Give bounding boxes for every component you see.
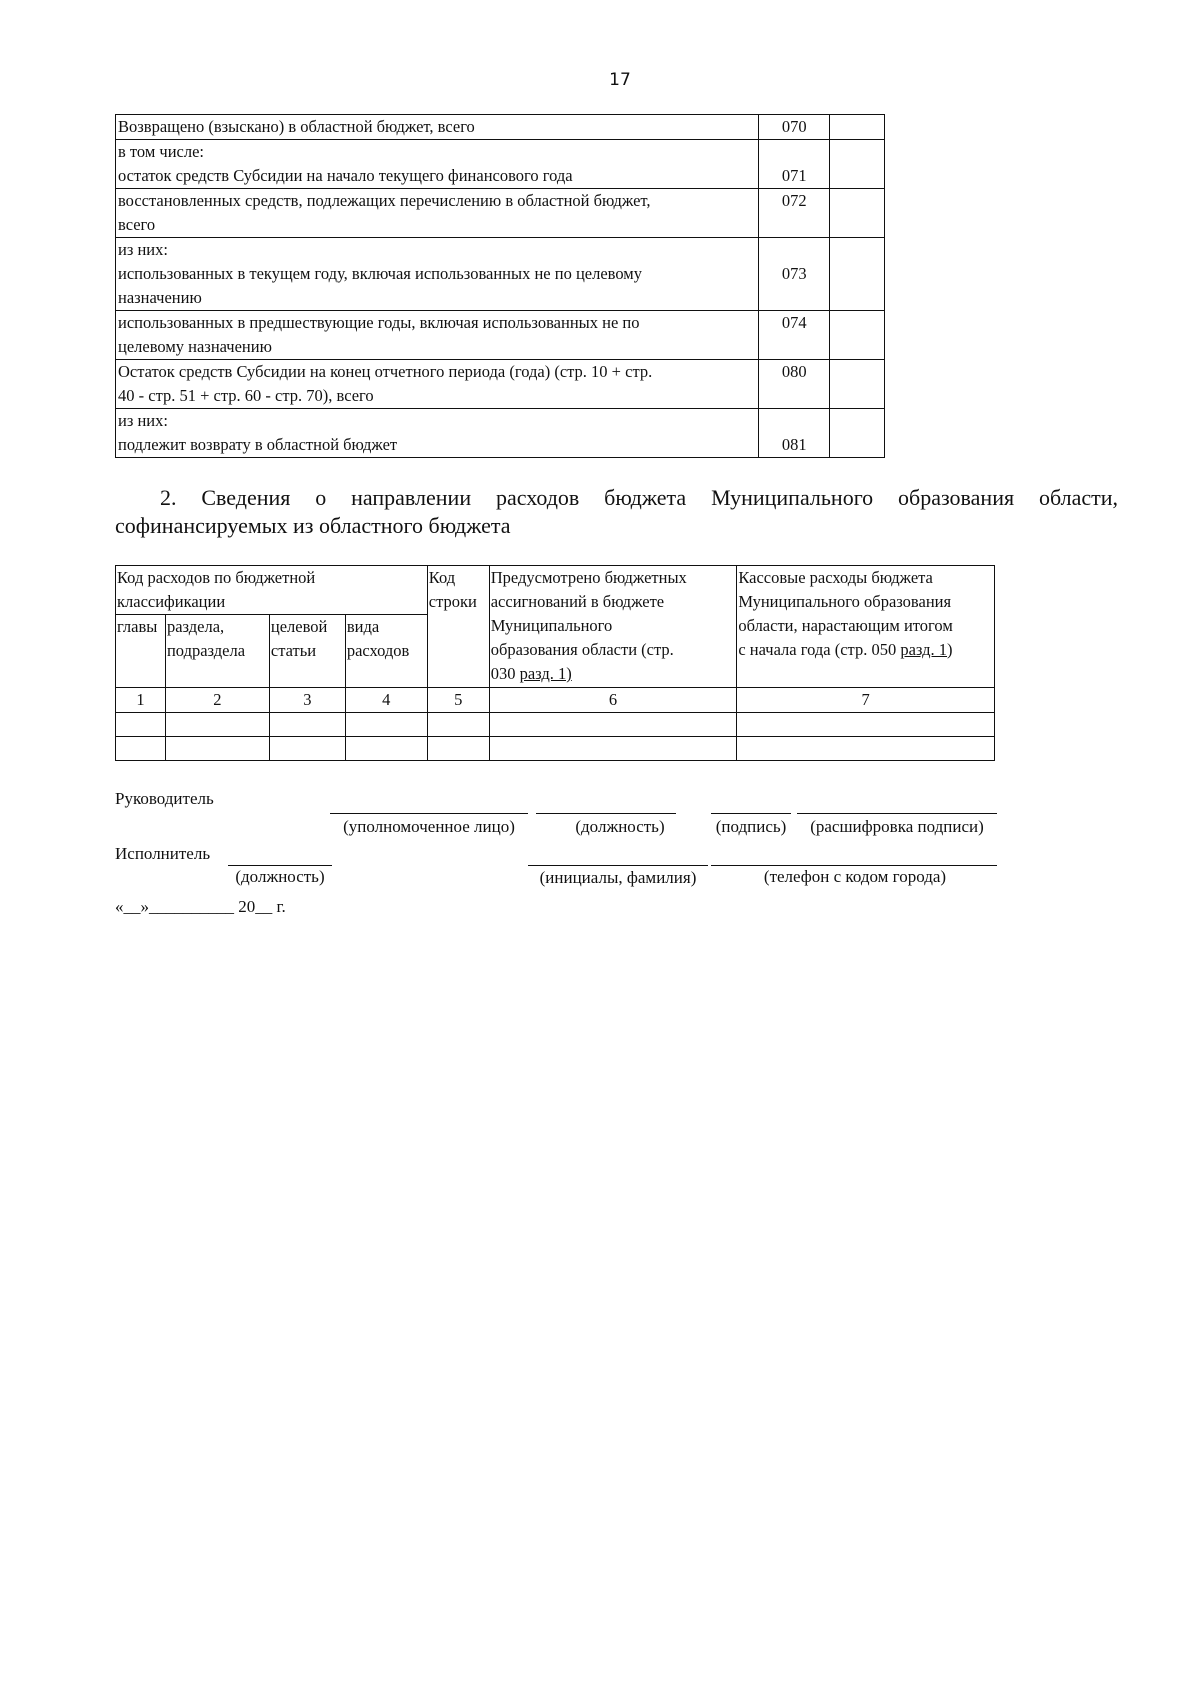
column-number: 3: [269, 688, 345, 713]
table-row: [116, 140, 885, 189]
empty-cell[interactable]: [427, 713, 489, 737]
row-value-cell[interactable]: [830, 311, 885, 360]
row-code: 080: [759, 360, 830, 409]
row-label: из них: использованных в текущем году, включая использованных не по целевому назначению: [116, 238, 759, 311]
column-number: 7: [737, 688, 995, 713]
phone-caption: (телефон с кодом города): [763, 867, 947, 886]
row-value-cell[interactable]: [830, 238, 885, 311]
empty-cell[interactable]: [345, 713, 427, 737]
date-line[interactable]: «__»__________ 20__ г.: [115, 897, 286, 916]
authorized-person-line[interactable]: [330, 813, 528, 814]
empty-cell[interactable]: [116, 713, 166, 737]
empty-cell[interactable]: [269, 737, 345, 761]
row-code: 073: [759, 238, 830, 311]
executor-position-caption: (должность): [235, 867, 325, 886]
row-label: использованных в предшествующие годы, включая использованных не по целевому назначению: [116, 311, 759, 360]
initials-line[interactable]: [528, 865, 708, 866]
column-number: 5: [427, 688, 489, 713]
empty-cell[interactable]: [345, 737, 427, 761]
section-2-title: 2. Сведения о направлении расходов бюджета Муниципального образования области, софинансируемых из областного бюджета: [115, 485, 1118, 538]
row-label: восстановленных средств, подлежащих перечислению в областной бюджет, всего: [116, 189, 759, 238]
row-value-cell[interactable]: [830, 140, 885, 189]
header-planned-allocations: Предусмотрено бюджетных ассигнований в бюджете Муниципального образования области (стр. 030 разд. 1): [489, 566, 737, 688]
subheader-chapter: главы: [116, 615, 166, 688]
row-value-cell[interactable]: [830, 360, 885, 409]
signature-caption: (подпись): [715, 817, 787, 836]
head-label: Руководитель: [115, 789, 214, 808]
initials-caption: (инициалы, фамилия): [539, 868, 697, 887]
table-row: [116, 409, 885, 458]
row-label: в том числе: остаток средств Субсидии на начало текущего финансового года: [116, 140, 759, 189]
signature-line[interactable]: [711, 813, 791, 814]
empty-cell[interactable]: [489, 713, 737, 737]
row-value-cell[interactable]: [830, 409, 885, 458]
table-row: [116, 311, 885, 360]
table-row: [116, 737, 995, 761]
table-row: [116, 115, 885, 140]
header-row-code: Код строки: [427, 566, 489, 688]
subheader-section: раздела, подраздела: [165, 615, 269, 688]
row-value-cell[interactable]: [830, 189, 885, 238]
table-row: [116, 238, 885, 311]
actual-reference: разд. 1: [900, 640, 948, 659]
row-label: Остаток средств Субсидии на конец отчетного периода (года) (стр. 10 + стр. 40 - стр. 51 + стр. 60 - стр. 70), всего: [116, 360, 759, 409]
empty-cell[interactable]: [165, 713, 269, 737]
empty-cell[interactable]: [269, 713, 345, 737]
empty-cell[interactable]: [427, 737, 489, 761]
expenditure-table: [115, 565, 995, 761]
row-code: 071: [759, 140, 830, 189]
position-caption: (должность): [575, 817, 665, 836]
column-number: 2: [165, 688, 269, 713]
row-value-cell[interactable]: [830, 115, 885, 140]
decoding-line[interactable]: [797, 813, 997, 814]
empty-cell[interactable]: [165, 737, 269, 761]
header-row: [116, 566, 995, 615]
row-code: 074: [759, 311, 830, 360]
planned-reference: разд. 1): [519, 664, 572, 683]
subheader-expense-type: вида расходов: [345, 615, 427, 688]
header-cash-expenses: Кассовые расходы бюджета Муниципального образования области, нарастающим итогом с начала года (стр. 050 разд. 1): [737, 566, 995, 688]
column-numbers-row: [116, 688, 995, 713]
position-line[interactable]: [536, 813, 676, 814]
balance-table: [115, 114, 885, 458]
row-label: Возвращено (взыскано) в областной бюджет, всего: [116, 115, 759, 140]
authorized-person-caption: (уполномоченное лицо): [343, 817, 515, 836]
executor-label: Исполнитель: [115, 844, 211, 863]
column-number: 4: [345, 688, 427, 713]
column-number: 1: [116, 688, 166, 713]
empty-cell[interactable]: [116, 737, 166, 761]
empty-cell[interactable]: [737, 737, 995, 761]
table-row: [116, 360, 885, 409]
row-code: 070: [759, 115, 830, 140]
empty-cell[interactable]: [489, 737, 737, 761]
row-code: 072: [759, 189, 830, 238]
header-budget-classification: Код расходов по бюджетной классификации: [116, 566, 428, 615]
page-number: 17: [609, 70, 631, 90]
row-code: 081: [759, 409, 830, 458]
decoding-caption: (расшифровка подписи): [810, 817, 984, 836]
table-row: [116, 713, 995, 737]
column-number: 6: [489, 688, 737, 713]
row-label: из них: подлежит возврату в областной бюджет: [116, 409, 759, 458]
empty-cell[interactable]: [737, 713, 995, 737]
subheader-target-article: целевой статьи: [269, 615, 345, 688]
table-row: [116, 189, 885, 238]
